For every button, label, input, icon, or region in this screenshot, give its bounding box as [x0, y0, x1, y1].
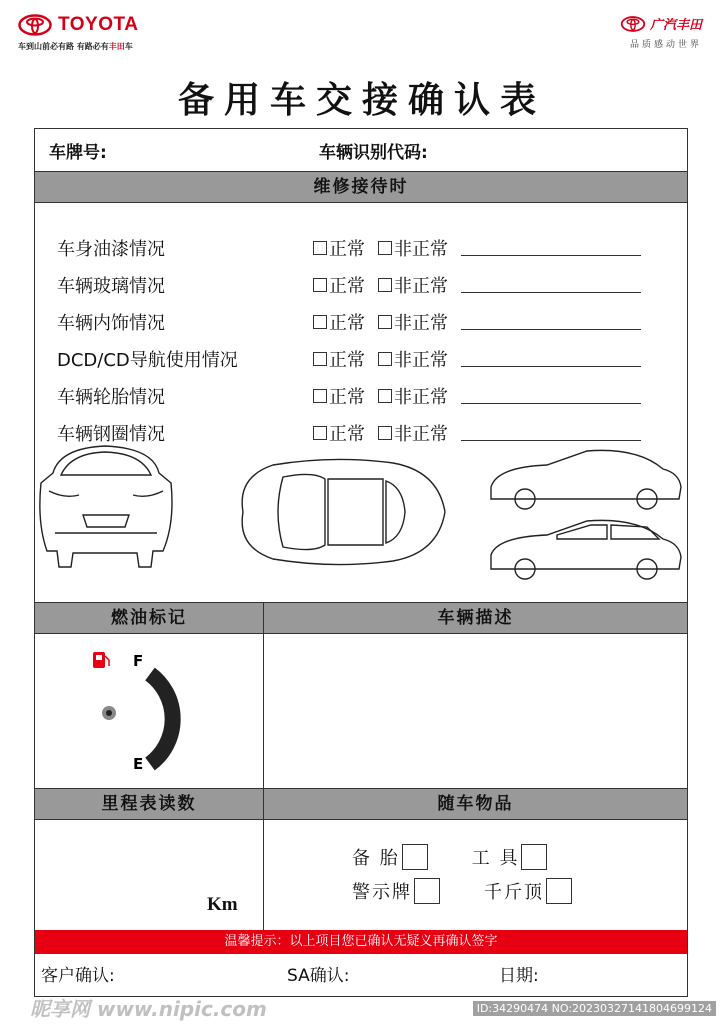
checkbox-normal[interactable] [313, 315, 327, 329]
checkbox-normal[interactable] [313, 241, 327, 255]
gac-brand-name: 广汽丰田 [649, 18, 702, 33]
remark-line[interactable] [461, 425, 641, 441]
check-row [57, 340, 687, 377]
handover-form [34, 128, 688, 997]
remark-line[interactable] [461, 240, 641, 256]
check-label: 车辆轮胎情况 [57, 386, 165, 408]
items-header: 随车物品 [264, 789, 687, 820]
vehicle-id-row [35, 129, 687, 172]
checkbox-normal[interactable] [313, 389, 327, 403]
option-normal[interactable]: 正常 [313, 346, 365, 372]
toyota-emblem-icon [620, 16, 646, 32]
remark-line[interactable] [461, 277, 641, 293]
toyota-logo [18, 14, 138, 52]
description-lines[interactable] [264, 634, 322, 788]
toyota-emblem-icon [18, 14, 52, 36]
customer-signature-field[interactable]: 客户确认: [41, 965, 115, 986]
mileage-field[interactable] [35, 820, 264, 930]
check-row [57, 377, 687, 414]
gac-toyota-logo [620, 14, 702, 50]
warning-banner: 温馨提示：以上项目您已确认无疑义再确认签字 [35, 930, 687, 954]
checkbox-abnormal[interactable] [378, 278, 392, 292]
check-label: 车辆内饰情况 [57, 312, 165, 334]
checkbox-warning-sign[interactable] [414, 878, 440, 904]
checkbox-abnormal[interactable] [378, 352, 392, 366]
option-abnormal[interactable]: 非正常 [378, 235, 448, 261]
check-label: 车辆钢圈情况 [57, 423, 165, 445]
fuel-header: 燃油标记 [35, 603, 264, 634]
plate-number-field[interactable]: 车牌号: [49, 142, 107, 163]
check-row [57, 266, 687, 303]
option-abnormal[interactable]: 非正常 [378, 346, 448, 372]
checkbox-normal[interactable] [313, 278, 327, 292]
option-normal[interactable]: 正常 [313, 235, 365, 261]
check-label: 车身油漆情况 [57, 238, 165, 260]
inspection-checklist [35, 203, 687, 603]
checkbox-tools[interactable] [521, 844, 547, 870]
check-row [57, 229, 687, 266]
page-title: 备用车交接确认表 [177, 80, 546, 121]
mileage-header: 里程表读数 [35, 789, 264, 820]
item-tools: 工 具 [471, 848, 520, 869]
option-normal[interactable]: 正常 [313, 420, 365, 446]
car-top-view-icon [242, 459, 445, 564]
mileage-items-headers [35, 789, 687, 820]
option-abnormal[interactable]: 非正常 [378, 420, 448, 446]
date-field[interactable]: 日期: [499, 965, 539, 986]
watermark-logo: 昵享网 www.nipic.com [30, 997, 267, 1021]
option-abnormal[interactable]: 非正常 [378, 383, 448, 409]
section-reception: 维修接待时 [35, 172, 687, 203]
fuel-gauge-icon[interactable] [35, 634, 264, 789]
remark-line[interactable] [461, 351, 641, 367]
item-jack: 千斤顶 [484, 882, 544, 903]
option-abnormal[interactable]: 非正常 [378, 272, 448, 298]
vin-field[interactable]: 车辆识别代码: [319, 142, 428, 163]
checkbox-normal[interactable] [313, 352, 327, 366]
svg-text:E: E [133, 755, 144, 773]
remark-line[interactable] [461, 388, 641, 404]
option-normal[interactable]: 正常 [313, 383, 365, 409]
car-side-view-icon [491, 450, 681, 579]
fuel-description-headers [35, 603, 687, 634]
checkbox-abnormal[interactable] [378, 426, 392, 440]
check-label: 车辆玻璃情况 [57, 275, 165, 297]
svg-text:F: F [133, 652, 144, 670]
car-diagrams [35, 443, 687, 583]
fuel-pump-icon [93, 652, 109, 668]
option-abnormal[interactable]: 非正常 [378, 309, 448, 335]
item-spare-tire: 备 胎 [352, 848, 400, 869]
checkbox-abnormal[interactable] [378, 315, 392, 329]
signature-row [35, 954, 687, 992]
option-normal[interactable]: 正常 [313, 272, 365, 298]
fuel-description-area [35, 634, 687, 789]
brand-name: TOYOTA [58, 14, 139, 35]
fuel-gauge [35, 634, 264, 788]
gac-slogan: 品质感动世界 [629, 40, 702, 50]
watermark [0, 996, 724, 1024]
check-row [57, 303, 687, 340]
sa-signature-field[interactable]: SA确认: [287, 965, 350, 986]
checkbox-abnormal[interactable] [378, 389, 392, 403]
remark-line[interactable] [461, 314, 641, 330]
checkbox-jack[interactable] [546, 878, 572, 904]
brand-slogan: 车到山前必有路 有路必有丰田车 [18, 42, 133, 51]
vehicle-items [264, 820, 616, 930]
item-warning-sign: 警示牌 [352, 882, 412, 903]
option-normal[interactable]: 正常 [313, 309, 365, 335]
mileage-unit: Km [207, 894, 238, 915]
checkbox-abnormal[interactable] [378, 241, 392, 255]
checkbox-spare-tire[interactable] [402, 844, 428, 870]
check-label: DCD/CD导航使用情况 [57, 349, 238, 371]
checkbox-normal[interactable] [313, 426, 327, 440]
watermark-id: ID:34290474 NO:20230327141804699124 [473, 1001, 716, 1016]
mileage-items-area [35, 820, 687, 930]
car-front-view-icon [40, 446, 172, 567]
description-header: 车辆描述 [264, 603, 687, 634]
